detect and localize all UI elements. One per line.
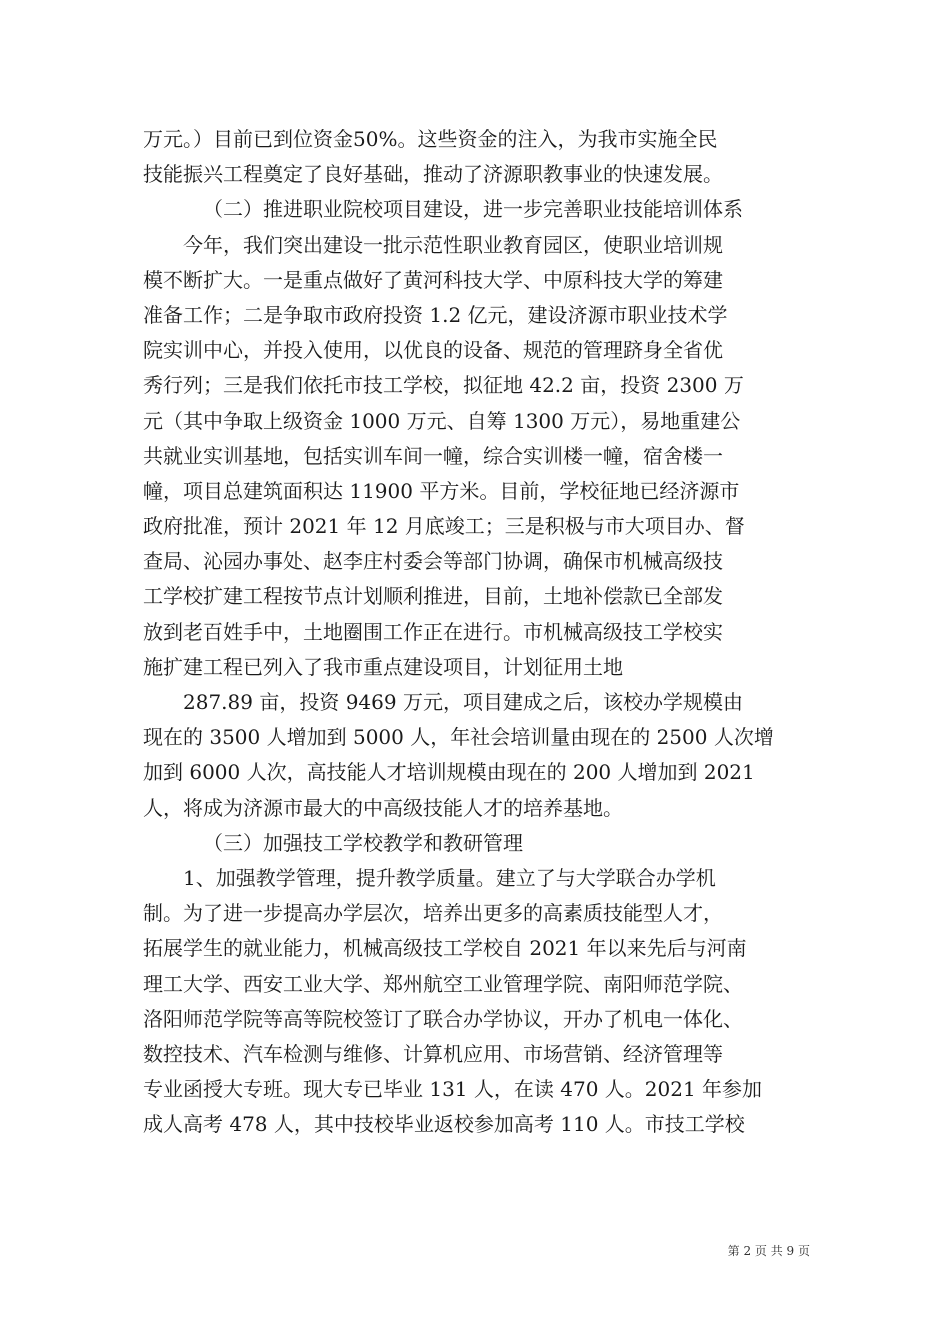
text-line: 元（其中争取上级资金 1000 万元、自筹 1300 万元），易地重建公 (143, 408, 741, 433)
text-line: 专业函授大专班。现大专已毕业 131 人，在读 470 人。2021 年参加 (143, 1077, 763, 1102)
text-line: 拓展学生的就业能力，机械高级技工学校自 2021 年以来先后与河南 (143, 936, 747, 961)
text-line: 工学校扩建工程按节点计划顺利推进，目前，土地补偿款已全部发 (143, 584, 723, 609)
section-heading-3: （三）加强技工学校教学和教研管理 (203, 830, 523, 855)
text-line: 加到 6000 人次，高技能人才培训规模由现在的 200 人增加到 2021 (143, 760, 755, 785)
text-line: 今年，我们突出建设一批示范性职业教育园区，使职业培训规 (183, 232, 723, 257)
page-number-footer: 第 2 页 共 9 页 (727, 1244, 810, 1258)
text-line: 院实训中心，并投入使用，以优良的设备、规范的管理跻身全省优 (143, 338, 723, 363)
text-line: 数控技术、汽车检测与维修、计算机应用、市场营销、经济管理等 (143, 1041, 723, 1066)
text-line: 成人高考 478 人，其中技校毕业返校参加高考 110 人。市技工学校 (143, 1112, 745, 1137)
text-line: 人，将成为济源市最大的中高级技能人才的培养基地。 (143, 795, 623, 820)
section-heading-2: （二）推进职业院校项目建设，进一步完善职业技能培训体系 (203, 197, 743, 222)
text-line: 秀行列；三是我们依托市技工学校，拟征地 42.2 亩，投资 2300 万 (143, 373, 744, 398)
text-line: 洛阳师范学院等高等院校签订了联合办学协议，开办了机电一体化、 (143, 1006, 743, 1031)
text-line: 287.89 亩，投资 9469 万元，项目建成之后，该校办学规模由 (183, 690, 743, 714)
text-line: 制。为了进一步提高办学层次，培养出更多的高素质技能型人才， (143, 901, 723, 926)
text-line: 放到老百姓手中，土地圈围工作正在进行。市机械高级技工学校实 (143, 619, 723, 644)
text-line: 准备工作；二是争取市政府投资 1.2 亿元，建设济源市职业技术学 (143, 302, 728, 327)
text-line: 模不断扩大。一是重点做好了黄河科技大学、中原科技大学的筹建 (143, 267, 723, 292)
body-text (143, 122, 811, 1142)
text-line: 幢，项目总建筑面积达 11900 平方米。目前，学校征地已经济源市 (143, 478, 740, 503)
text-line: 共就业实训基地，包括实训车间一幢，综合实训楼一幢，宿舍楼一 (143, 443, 723, 468)
text-line: 1、加强教学管理，提升教学质量。建立了与大学联合办学机 (183, 865, 716, 890)
text-line: 查局、沁园办事处、赵李庄村委会等部门协调，确保市机械高级技 (143, 549, 723, 574)
text-line: 技能振兴工程奠定了良好基础，推动了济源职教事业的快速发展。 (143, 162, 723, 187)
text-line: 现在的 3500 人增加到 5000 人，年社会培训量由现在的 2500 人次增 (143, 725, 774, 750)
text-line: 理工大学、西安工业大学、郑州航空工业管理学院、南阳师范学院、 (143, 971, 743, 996)
text-line: 万元。）目前已到位资金50%。这些资金的注入，为我市实施全民 (143, 127, 718, 151)
text-line: 施扩建工程已列入了我市重点建设项目，计划征用土地 (143, 654, 623, 679)
text-line: 政府批准，预计 2021 年 12 月底竣工；三是积极与市大项目办、督 (143, 514, 745, 539)
